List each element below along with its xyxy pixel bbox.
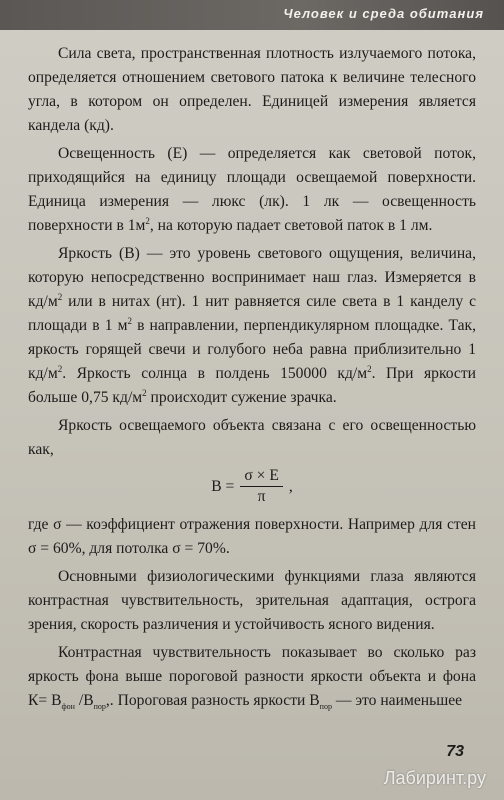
page-number: 73 [446, 743, 464, 760]
paragraph-illuminance: Освещенность (Е) — определяется как световой поток, приходящийся на единицу площади освещаемой поверхности. Единица измерения — люкс (лк). 1 лк — освещенность поверхности в $1м^2$, на которую падает световой паток в 1 лм. [28, 145, 476, 234]
superscript: 2 [142, 387, 147, 398]
superscript: 2 [127, 315, 132, 326]
formula-fraction [240, 466, 283, 507]
paragraph-contrast: Контрастная чувствительность показывает во сколько раз яркость фона выше пороговой разности яркости объекта и фона $К= В_{фон}$ $/В_{пор}$,. Пороговая разность яркости $В_{пор}$ — это наименьшее [28, 644, 476, 712]
superscript: 2 [57, 291, 63, 302]
formula-denominator: π [257, 488, 266, 505]
page-body [28, 42, 476, 717]
superscript: 2 [145, 215, 150, 226]
paragraph-luminance: Яркость (В) — это уровень светового ощущения, величина, которую непосредственно воспринимает наш глаз. Измеряется в $кд/м^2$ или в нитах (нт). 1 нит равняется силе света в 1 канделу с площади в 1 $м^2$ в направлении, перпендикулярном площадке. Так, яркость горящей свечи и голубого неба равна приблизительно 1 $кд/м^2$. Яркость солнца в полдень 150000 $кд/м^2$. При яркости больше 0,75 $кд/м^2$ происходит сужение зрачка. [28, 245, 477, 406]
formula-lhs: B = [211, 477, 235, 495]
formula-numerator: σ × E [240, 466, 283, 487]
paragraph-luminous-intensity: Сила света, пространственная плотность излучаемого потока, определяется отношением светового патока к величине телесного угла, в котором он определен. Единицей измерения является кандела (кд). [28, 45, 476, 134]
paragraph-reflection: где σ — коэффициент отражения поверхности. Например для стен σ = 60%, для потолка σ = 70%. [28, 516, 476, 557]
subscript-por: пор [93, 702, 106, 712]
superscript: 2 [367, 363, 372, 374]
superscript: 2 [57, 363, 63, 374]
paragraph-eye-functions: Основными физиологическими функциями глаза являются контрастная чувствительность, зрительная адаптация, острога зрения, скорость различения и устойчивость ясного видения. [28, 568, 476, 633]
luminance-formula [28, 466, 476, 507]
subscript-por: пор [319, 702, 332, 712]
subscript-fon: фон [61, 702, 75, 712]
formula-trail: , [288, 477, 293, 495]
running-header [0, 0, 504, 30]
paragraph-luminance-relation: Яркость освещаемого объекта связана с его освещенностью как, [28, 417, 476, 458]
running-header-title: Человек и среда обитания [283, 6, 484, 21]
watermark-logo: Лабиринт.ру [383, 768, 486, 788]
